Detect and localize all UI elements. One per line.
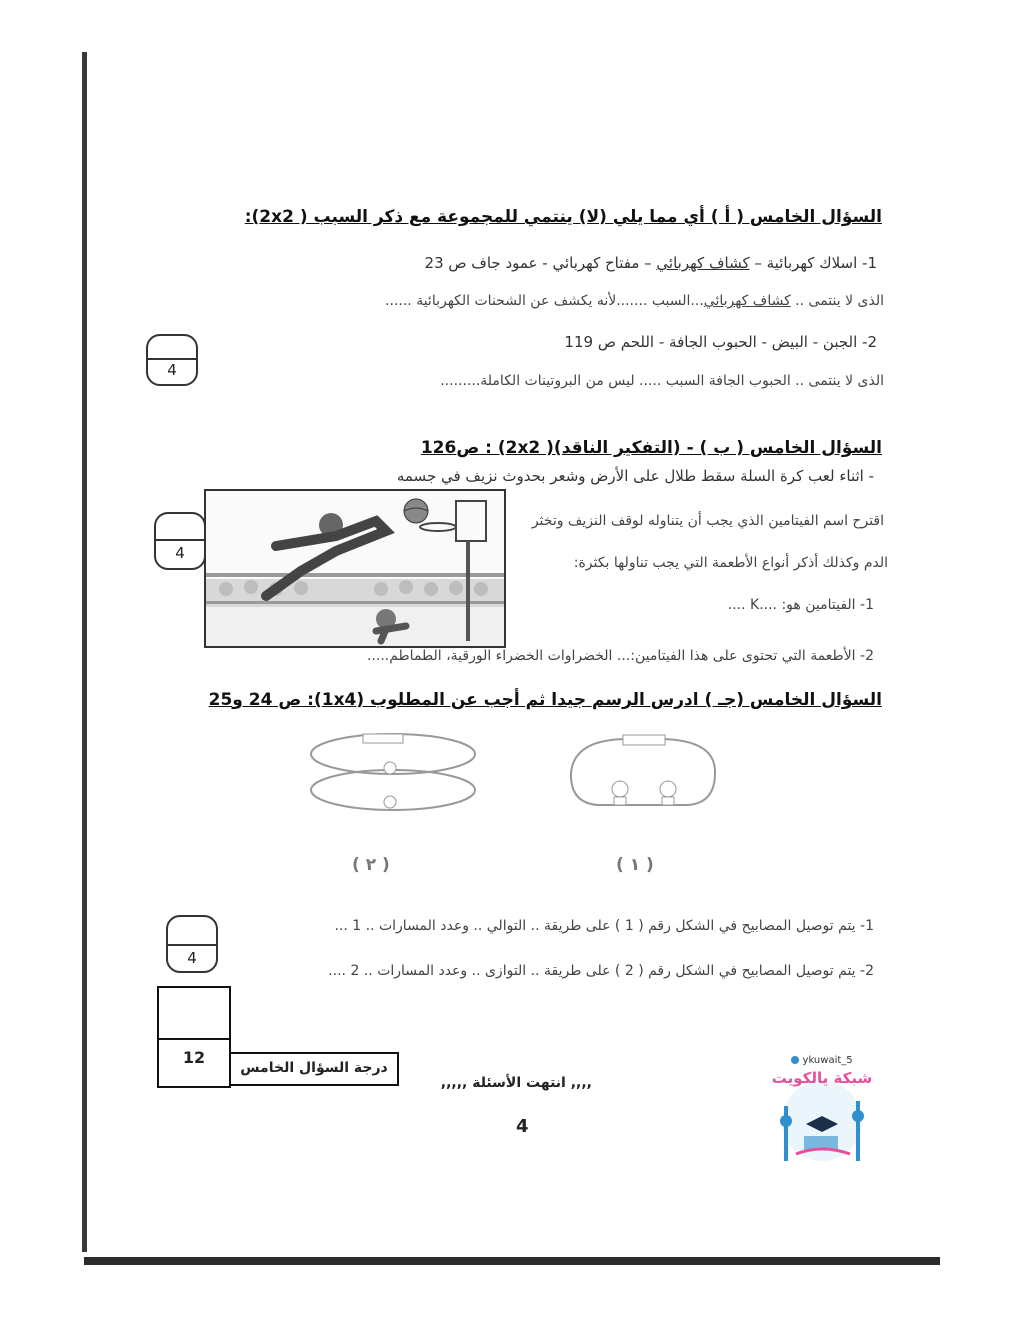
page-number: 4 [516, 1116, 529, 1137]
score-divider [156, 539, 204, 541]
section-b-line-1: - اثناء لعب كرة السلة سقط طلال على الأرض وشعر بحدوث نزيف في جسمه [396, 467, 874, 485]
section-b-line-2: اقترح اسم الفيتامين الذي يجب أن يتناوله لوقف النزيف وتخثر [531, 513, 884, 529]
circuit-figure-1 [568, 733, 718, 811]
section-c-score-box [166, 915, 218, 973]
section-a-score-box [146, 334, 198, 386]
section-b-answer-2: 2- الأطعمة التي تحتوى على هذا الفيتامين:... الخضراوات الخضراء الورقية، الطماطم..... [366, 648, 874, 664]
section-c-answer-1: 1- يتم توصيل المصابيح في الشكل رقم ( 1 ) على طريقة .. التوالي .. وعدد المسارات .. 1 ... [334, 918, 874, 934]
grade-value: 12 [182, 1048, 206, 1067]
section-b-score: 4 [175, 544, 185, 562]
section-a-question-1: 1- اسلاك كهربائية – كشاف كهربائي – مفتاح كهربائي - عمود جاف ص 23 [424, 254, 877, 272]
logo-text: شبكة يالكويت [771, 1069, 873, 1087]
section-a-question-2: 2- الجبن - البيض - الحبوب الجافة - اللحم ص 119 [564, 333, 877, 351]
section-a-answer-1: الذى لا ينتمى .. كشاف كهربائي...السبب .......لأنه يكشف عن الشحنات الكهربائية ...... [385, 293, 884, 309]
section-c-answer-2: 2- يتم توصيل المصابيح في الشكل رقم ( 2 ) على طريقة .. التوازى .. وعدد المسارات .. 2 .... [328, 963, 874, 979]
section-a-heading: السؤال الخامس ( أ ) أي مما يلي (لا) ينتمي للمجموعة مع ذكر السبب ( 2x2): [244, 207, 882, 227]
page-bottom-border [84, 1257, 940, 1265]
section-b-heading: السؤال الخامس ( ب ) - (التفكير الناقد)( 2x2) : ص126 [420, 438, 882, 458]
instagram-icon [791, 1056, 799, 1064]
figure-2-label: ( ٢ ) [352, 855, 390, 875]
series-circuit-icon [568, 733, 718, 811]
end-of-questions: ,,,, انتهت الأسئلة ,,,,, [440, 1075, 592, 1091]
figure-1-label: ( ١ ) [616, 855, 654, 875]
network-logo [766, 1055, 878, 1175]
section-b-line-3: الدم وكذلك أذكر أنواع الأطعمة التي يجب تناولها بكثرة: [573, 555, 888, 571]
page-left-border [82, 52, 87, 1252]
section-b-answer-1: 1- الفيتامين هو: ....K .... [727, 597, 874, 613]
circuit-figure-2 [308, 730, 478, 812]
parallel-circuit-icon [308, 730, 478, 812]
score-divider [148, 358, 196, 360]
grade-label-cell [229, 1052, 399, 1086]
section-c-heading: السؤال الخامس (جـ ) ادرس الرسم جيدا ثم أجب عن المطلوب (1x4): ص 24 و25 [208, 690, 882, 710]
score-divider [168, 944, 216, 946]
grade-empty-cell [157, 986, 231, 1040]
section-c-score: 4 [187, 949, 197, 967]
section-b-score-box [154, 512, 206, 570]
grade-label: درجة السؤال الخامس [240, 1060, 388, 1076]
basketball-scene-icon [206, 491, 504, 646]
grade-value-cell [157, 1038, 231, 1088]
basketball-illustration [204, 489, 506, 648]
logo-handle: ykuwait_5 [766, 1055, 878, 1066]
section-a-score: 4 [167, 361, 177, 379]
section-a-answer-2: الذى لا ينتمى .. الحبوب الجافة السبب ..... ليس من البروتينات الكاملة......... [440, 373, 884, 389]
